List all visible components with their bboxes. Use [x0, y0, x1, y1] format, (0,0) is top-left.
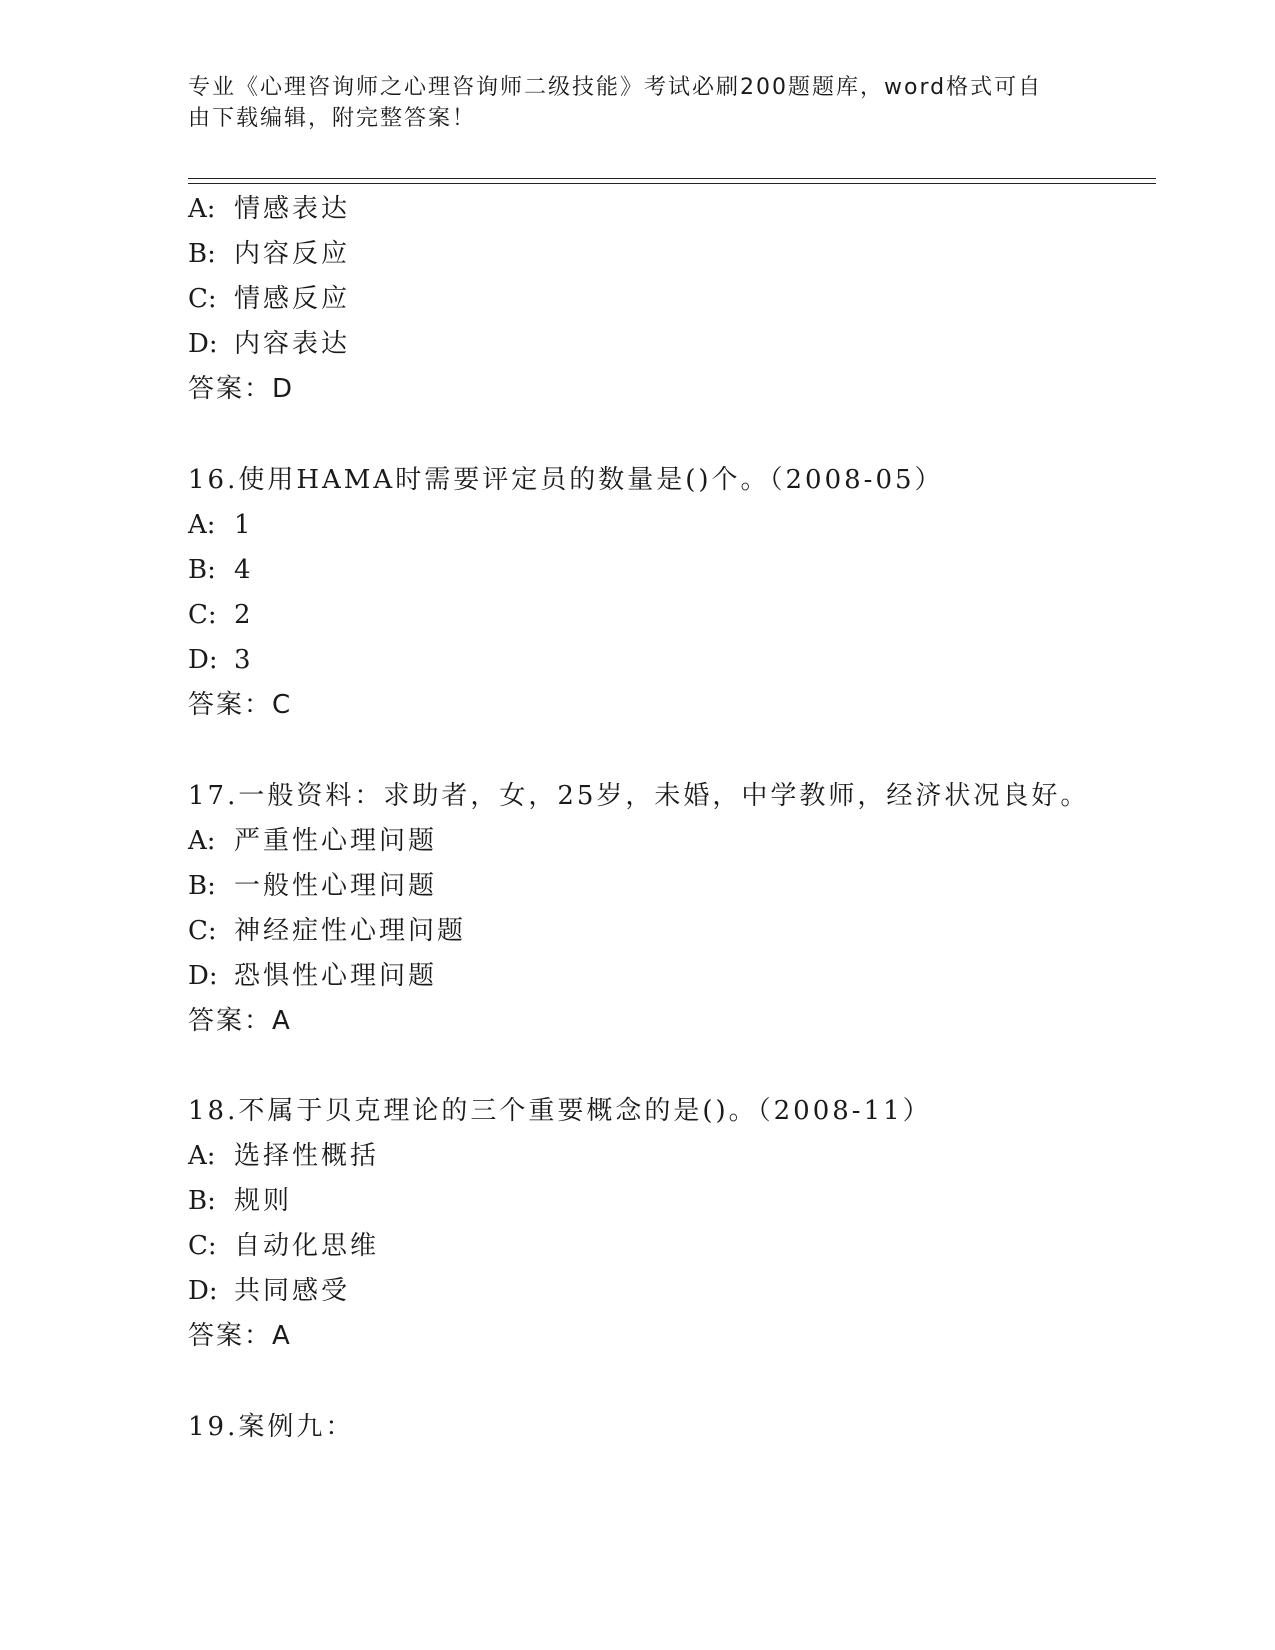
- option-text: 内容反应: [234, 239, 351, 269]
- option-text: 严重性心理问题: [234, 826, 438, 856]
- option-text: 一般性心理问题: [234, 871, 438, 901]
- option-letter: C:: [188, 1231, 217, 1261]
- option-text: 4: [234, 555, 254, 585]
- q17-option-c: [188, 915, 466, 947]
- q18-answer: 答案：A: [188, 1321, 292, 1351]
- q17-option-a: [188, 825, 437, 857]
- option-text: 3: [234, 645, 254, 675]
- option-text: 情感表达: [234, 194, 351, 224]
- option-letter: D:: [188, 1276, 218, 1306]
- option-letter: B:: [188, 1186, 216, 1216]
- q17-option-b: [188, 870, 437, 902]
- option-letter: A:: [188, 826, 216, 856]
- q16-question: 16.使用HAMA时需要评定员的数量是()个。（2008-05）: [188, 465, 944, 495]
- header-divider-bottom: [188, 183, 1156, 184]
- q17-answer: 答案：A: [188, 1006, 292, 1036]
- q15-option-c: [188, 283, 350, 315]
- q16-answer: 答案：C: [188, 690, 293, 720]
- option-text: 1: [234, 510, 254, 540]
- header-divider-top: [188, 178, 1156, 179]
- q16-option-b: [188, 554, 254, 586]
- q18-question: 18.不属于贝克理论的三个重要概念的是()。（2008-11）: [188, 1096, 932, 1126]
- option-text: 恐惧性心理问题: [234, 961, 438, 991]
- q16-option-c: [188, 599, 254, 631]
- q16-option-d: [188, 644, 254, 676]
- option-letter: D:: [188, 961, 218, 991]
- option-letter: A:: [188, 1141, 216, 1171]
- option-letter: A:: [188, 510, 216, 540]
- q19-question: 19.案例九：: [188, 1412, 355, 1442]
- option-letter: B:: [188, 871, 216, 901]
- option-letter: A:: [188, 194, 216, 224]
- option-text: 选择性概括: [234, 1141, 380, 1171]
- option-letter: C:: [188, 916, 217, 946]
- q15-answer: 答案：D: [188, 374, 295, 404]
- option-text: 神经症性心理问题: [234, 916, 467, 946]
- q18-option-a: [188, 1140, 379, 1172]
- q18-option-b: [188, 1185, 292, 1217]
- option-text: 内容表达: [234, 329, 351, 359]
- option-letter: B:: [188, 555, 216, 585]
- option-letter: C:: [188, 600, 217, 630]
- header-line-1: 专业《心理咨询师之心理咨询师二级技能》考试必刷200题题库，word格式可自: [188, 75, 1043, 100]
- header-line-2: 由下载编辑，附完整答案！: [188, 106, 477, 131]
- q18-option-c: [188, 1230, 379, 1262]
- option-letter: C:: [188, 284, 217, 314]
- q15-option-a: [188, 193, 350, 225]
- q17-question: 17.一般资料：求助者，女，25岁，未婚，中学教师，经济状况良好。: [188, 781, 1090, 811]
- option-text: 共同感受: [234, 1276, 351, 1306]
- q17-option-d: [188, 960, 437, 992]
- option-text: 2: [234, 600, 254, 630]
- option-letter: D:: [188, 329, 218, 359]
- option-text: 自动化思维: [234, 1231, 380, 1261]
- q15-option-d: [188, 328, 350, 360]
- q15-option-b: [188, 238, 350, 270]
- option-letter: D:: [188, 645, 218, 675]
- document-header: [188, 72, 1088, 134]
- option-text: 规则: [234, 1186, 293, 1216]
- q18-option-d: [188, 1275, 350, 1307]
- option-letter: B:: [188, 239, 216, 269]
- option-text: 情感反应: [234, 284, 351, 314]
- q16-option-a: [188, 509, 254, 541]
